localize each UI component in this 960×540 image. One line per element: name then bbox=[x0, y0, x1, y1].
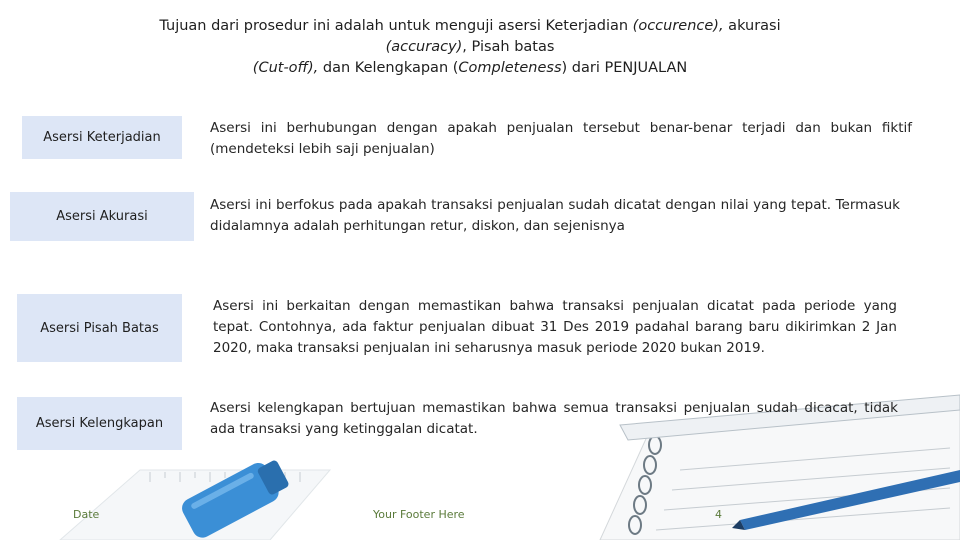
slide-title bbox=[110, 16, 830, 79]
footer-page-number: 4 bbox=[715, 508, 722, 521]
description-akurasi: Asersi ini berfokus pada apakah transaksi penjualan sudah dicatat dengan nilai yang tepat. Termasuk didalamnya adalah perhitungan retur, diskon, dan sejenisnya bbox=[210, 197, 900, 234]
description-kelengkapan: Asersi kelengkapan bertujuan memastikan bahwa semua transaksi penjualan sudah dicacat, tidak ada transaksi yang ketinggalan dicatat. bbox=[210, 400, 898, 437]
description-pisah-batas: Asersi ini berkaitan dengan memastikan bahwa transaksi penjualan dicatat pada periode yang tepat. Contohnya, ada faktur penjualan dibuat 31 Des 2019 padahal barang baru dikirimkan 2 Jan 2020, maka transaksi penjualan ini seharusnya masuk periode 2020 bukan 2019. bbox=[213, 298, 897, 356]
title-occurence: (occurence), bbox=[632, 18, 724, 34]
title-part4: dan Kelengkapan ( bbox=[318, 60, 459, 76]
label-kelengkapan bbox=[17, 397, 182, 450]
title-part5: ) dari PENJUALAN bbox=[561, 60, 688, 76]
label-pisah-batas bbox=[17, 294, 182, 362]
label-text: Asersi Keterjadian bbox=[43, 130, 161, 145]
title-part3: , Pisah batas bbox=[462, 39, 555, 55]
title-accuracy: (accuracy) bbox=[385, 39, 463, 55]
label-akurasi bbox=[10, 192, 194, 241]
title-part2: akurasi bbox=[723, 18, 781, 34]
label-keterjadian bbox=[22, 116, 182, 159]
label-text: Asersi Kelengkapan bbox=[35, 416, 164, 431]
title-cutoff: (Cut-off), bbox=[252, 60, 319, 76]
title-part1: Tujuan dari prosedur ini adalah untuk menguji asersi Keterjadian bbox=[159, 18, 633, 34]
description-keterjadian: Asersi ini berhubungan dengan apakah penjualan tersebut benar-benar terjadi dan bukan fiktif (mendeteksi lebih saji penjualan) bbox=[210, 120, 912, 157]
title-completeness: Completeness bbox=[458, 60, 562, 76]
label-text: Asersi Pisah Batas bbox=[40, 320, 159, 336]
footer-text: Your Footer Here bbox=[373, 508, 465, 521]
footer-date: Date bbox=[73, 508, 100, 521]
label-text: Asersi Akurasi bbox=[56, 209, 148, 224]
